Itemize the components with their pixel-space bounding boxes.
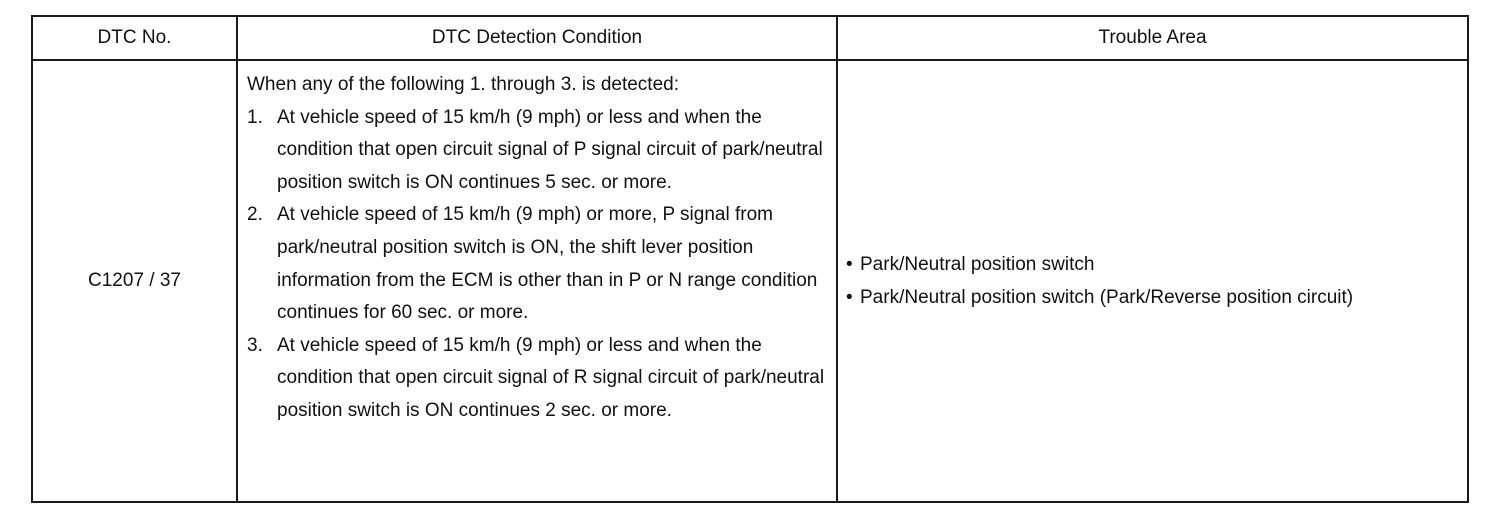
- table-row: [32, 60, 1468, 502]
- trouble-area-item: [846, 281, 1467, 314]
- condition-intro: When any of the following 1. through 3. is detected:: [247, 74, 679, 95]
- condition-text: At vehicle speed of 15 km/h (9 mph) or more, P signal from park/neutral position switch is ON, the shift lever position information from the ECM is other than in P or N range condition continues for 60 sec. or more.: [277, 204, 818, 324]
- bullet-icon: •: [846, 254, 853, 275]
- header-trouble-area: Trouble Area: [837, 16, 1468, 60]
- condition-number: 2.: [247, 204, 263, 226]
- condition-number: 1.: [247, 106, 263, 128]
- dtc-number-cell: [32, 60, 237, 502]
- condition-text: At vehicle speed of 15 km/h (9 mph) or less and when the condition that open circuit signal of P signal circuit of park/neutral position switch is ON continues 5 sec. or more.: [277, 106, 823, 193]
- trouble-area-cell: [837, 60, 1468, 502]
- trouble-area-item: [846, 248, 1467, 281]
- table-header-row: [32, 16, 1468, 60]
- condition-text: At vehicle speed of 15 km/h (9 mph) or less and when the condition that open circuit signal of R signal circuit of park/neutral position switch is ON continues 2 sec. or more.: [277, 334, 825, 421]
- trouble-area-list: [846, 248, 1467, 314]
- header-detection-condition: DTC Detection Condition: [237, 16, 837, 60]
- condition-item: [247, 330, 826, 428]
- dtc-number: C1207 / 37: [88, 270, 181, 291]
- header-dtc-no: DTC No.: [32, 16, 237, 60]
- trouble-area-text: Park/Neutral position switch: [860, 254, 1095, 275]
- condition-item: [247, 199, 826, 329]
- condition-number: 3.: [247, 334, 263, 356]
- bullet-icon: •: [846, 287, 853, 308]
- trouble-area-text: Park/Neutral position switch (Park/Reverse position circuit): [860, 287, 1354, 308]
- condition-list: [247, 102, 826, 428]
- detection-condition-cell: [237, 60, 837, 502]
- dtc-table: [31, 15, 1469, 503]
- condition-item: [247, 102, 826, 200]
